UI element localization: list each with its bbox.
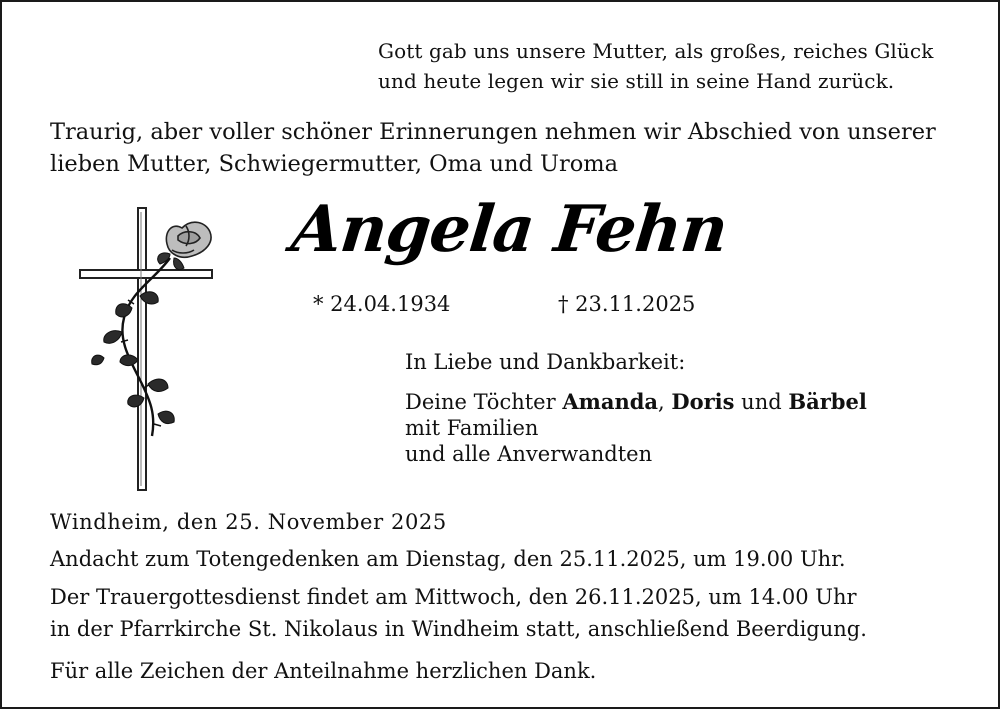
- devotion-line: Andacht zum Totengedenken am Dienstag, den 25.11.2025, um 19.00 Uhr.: [50, 547, 846, 571]
- daughter-name-1: Amanda: [562, 389, 659, 414]
- death-date: † 23.11.2025: [558, 292, 696, 316]
- motto-line-2: und heute legen wir sie still in seine Hand zurück.: [378, 69, 895, 93]
- service-info: [50, 543, 980, 687]
- funeral-mass-line-2: in der Pfarrkirche St. Nikolaus in Windheim statt, anschließend Beerdigung.: [50, 617, 867, 641]
- daughter-name-3: Bärbel: [788, 389, 867, 414]
- daughters-prefix: Deine Töchter: [405, 390, 556, 414]
- relatives-line: und alle Anverwandten: [405, 442, 653, 466]
- closing-thanks: Für alle Zeichen der Anteilnahme herzlichen Dank.: [50, 659, 597, 683]
- families-line: mit Familien: [405, 416, 539, 440]
- separator-comma: ,: [658, 390, 665, 414]
- daughter-name-2: Doris: [671, 389, 735, 414]
- funeral-mass-line-1: Der Trauergottesdienst findet am Mittwoch, den 26.11.2025, um 14.00 Uhr: [50, 585, 857, 609]
- deceased-name: Angela Fehn: [288, 192, 731, 267]
- mourners-list: [405, 389, 867, 467]
- motto-line-1: Gott gab uns unsere Mutter, als großes, reiches Glück: [378, 39, 934, 63]
- intro-line-2: lieben Mutter, Schwiegermutter, Oma und Uroma: [50, 151, 619, 177]
- cross-with-rose-icon: [74, 200, 224, 500]
- thanks-heading: In Liebe und Dankbarkeit:: [405, 350, 686, 374]
- motto-verse: [378, 36, 933, 96]
- conjunction-and: und: [741, 390, 782, 414]
- daughters-line: [405, 389, 867, 415]
- intro-line-1: Traurig, aber voller schöner Erinnerungen nehmen wir Abschied von unserer: [50, 119, 936, 145]
- place-date-line: Windheim, den 25. November 2025: [50, 510, 447, 534]
- intro-text: [50, 116, 970, 180]
- birth-date: * 24.04.1934: [313, 292, 451, 316]
